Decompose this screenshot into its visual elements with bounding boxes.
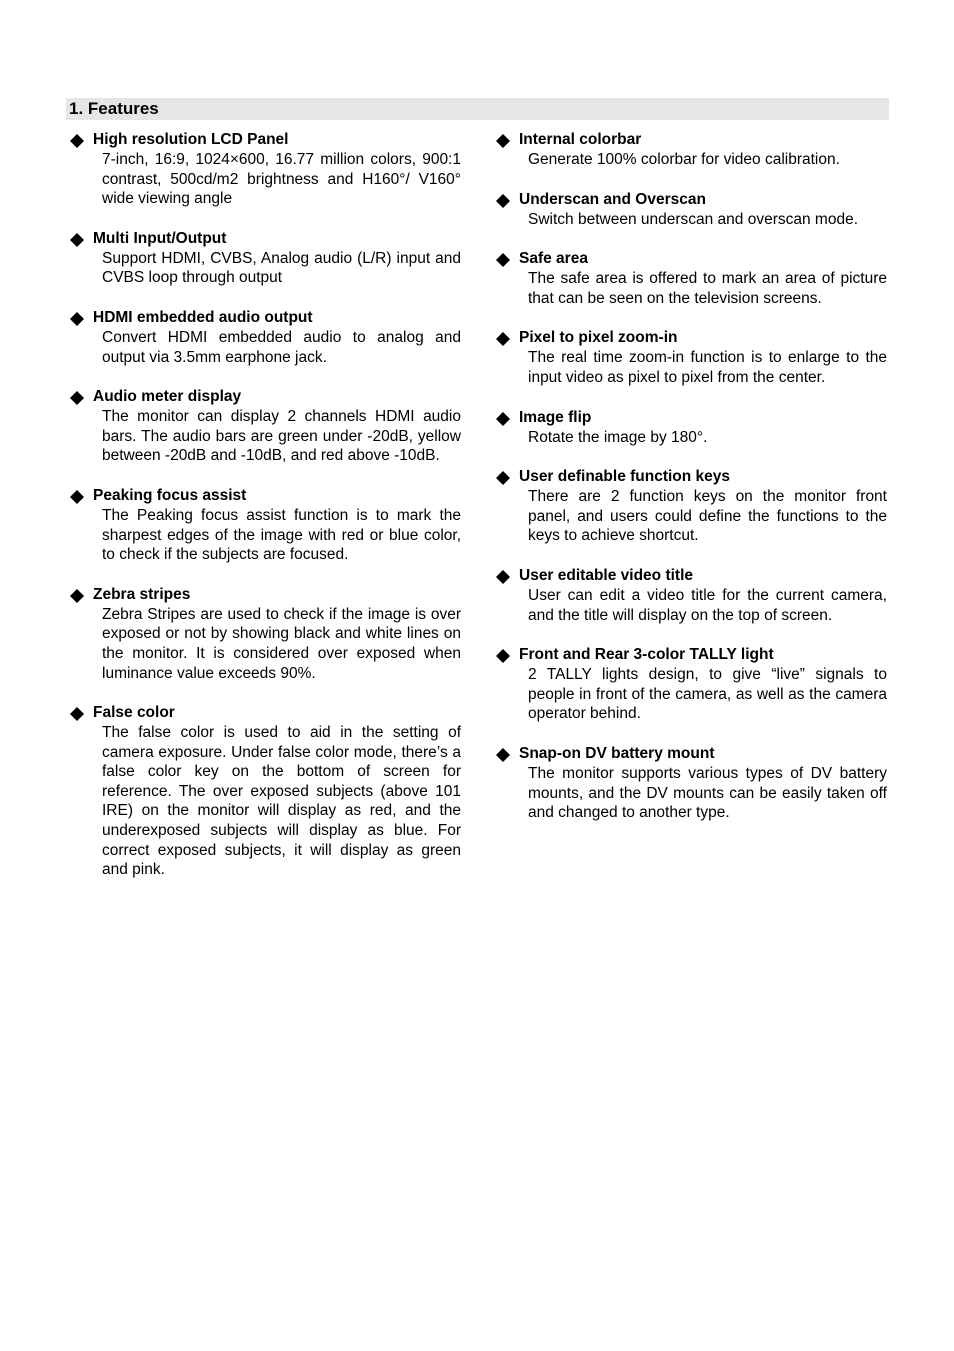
diamond-icon [70,134,84,148]
feature-item [68,486,461,565]
feature-item [68,703,461,880]
diamond-icon [496,471,510,485]
feature-heading [68,703,461,723]
diamond-icon [70,391,84,405]
diamond-icon [70,589,84,603]
feature-item [494,190,887,230]
feature-heading [494,130,887,150]
feature-heading [68,130,461,150]
diamond-icon [496,134,510,148]
diamond-icon [70,312,84,326]
feature-description: User can edit a video title for the current camera, and the title will display on the top of screen. [528,586,887,624]
feature-heading [494,744,887,764]
feature-heading [68,387,461,407]
feature-title: High resolution LCD Panel [93,131,289,148]
feature-title: Front and Rear 3-color TALLY light [519,646,774,664]
feature-description: The monitor supports various types of DV battery mounts, and the DV mounts can be easily taken off and changed to another type. [528,764,887,822]
feature-item [494,130,887,170]
feature-item [68,387,461,466]
feature-heading [494,467,887,487]
diamond-icon [70,707,84,721]
feature-title: Underscan and Overscan [519,190,706,208]
feature-item [494,566,887,625]
diamond-icon [70,233,84,247]
diamond-icon [496,649,510,663]
feature-heading [494,190,887,210]
feature-heading [494,328,887,348]
diamond-icon [70,490,84,504]
feature-item [68,130,461,209]
feature-item [68,585,461,683]
feature-title: User editable video title [519,566,693,584]
feature-heading [494,408,887,428]
feature-item [494,249,887,308]
feature-heading [68,229,461,249]
feature-heading [68,308,461,328]
feature-title: Internal colorbar [519,131,642,148]
diamond-icon [496,332,510,346]
features-column-left [68,130,461,900]
feature-item [68,308,461,367]
feature-description: The real time zoom-in function is to enlarge to the input video as pixel to pixel from the center. [528,349,887,386]
feature-title: Safe area [519,250,588,268]
feature-title: Snap-on DV battery mount [519,744,715,762]
section-title: 1. Features [69,99,159,118]
feature-description: The safe area is offered to mark an area of picture that can be seen on the television screens. [528,270,887,307]
diamond-icon [496,253,510,267]
feature-item [494,328,887,387]
feature-description: The Peaking focus assist function is to mark the sharpest edges of the image with red or blue color, to check if the subjects are focused. [102,506,461,564]
feature-title: Zebra stripes [93,585,191,603]
feature-item [494,645,887,724]
feature-description: The false color is used to aid in the setting of camera exposure. Under false color mode, there’s a false color key on the bottom of screen for reference. The over exposed subjects (above 101 IRE) on the monitor will display as red, and the underexposed subjects will display as blue. For correct exposed subjects, it will display as green and pink. [102,724,461,879]
feature-description: Switch between underscan and overscan mode. [528,210,859,228]
feature-description: 7-inch, 16:9, 1024×600, 16.77 million colors, 900:1 contrast, 500cd/m2 brightness and H160°/ V160° wide viewing angle [102,151,461,208]
feature-description: Rotate the image by 180°. [528,428,708,446]
feature-title: Multi Input/Output [93,229,227,247]
feature-description: There are 2 function keys on the monitor front panel, and users could define the functions to the keys to achieve shortcut. [528,488,887,545]
feature-title: Audio meter display [93,388,242,406]
feature-description: 2 TALLY lights design, to give “live” signals to people in front of the camera, as well as the camera operator behind. [528,666,887,723]
feature-description: Generate 100% colorbar for video calibration. [528,151,840,168]
diamond-icon [496,748,510,762]
feature-item [494,408,887,448]
diamond-icon [496,412,510,426]
feature-title: User definable function keys [519,468,731,486]
feature-title: Peaking focus assist [93,486,247,504]
feature-description: The monitor can display 2 channels HDMI audio bars. The audio bars are green under -20dB, yellow between -20dB and -10dB, and red above -10dB. [102,408,461,465]
feature-description: Zebra Stripes are used to check if the image is over exposed or not by showing black and white lines on the monitor. It is considered over exposed when luminance value exceeds 90%. [102,605,461,682]
section-header [66,98,889,120]
feature-heading [68,585,461,605]
feature-title: Image flip [519,408,592,426]
feature-heading [494,645,887,665]
feature-heading [494,249,887,269]
feature-title: False color [93,704,175,722]
feature-description: Support HDMI, CVBS, Analog audio (L/R) input and CVBS loop through output [102,249,461,287]
feature-description: Convert HDMI embedded audio to analog and output via 3.5mm earphone jack. [102,328,461,366]
feature-item [68,229,461,288]
feature-heading [494,566,887,586]
feature-item [494,467,887,546]
feature-heading [68,486,461,506]
diamond-icon [496,194,510,208]
feature-item [494,744,887,823]
feature-title: HDMI embedded audio output [93,308,313,326]
feature-title: Pixel to pixel zoom-in [519,329,678,347]
features-column-right [494,130,887,843]
diamond-icon [496,570,510,584]
